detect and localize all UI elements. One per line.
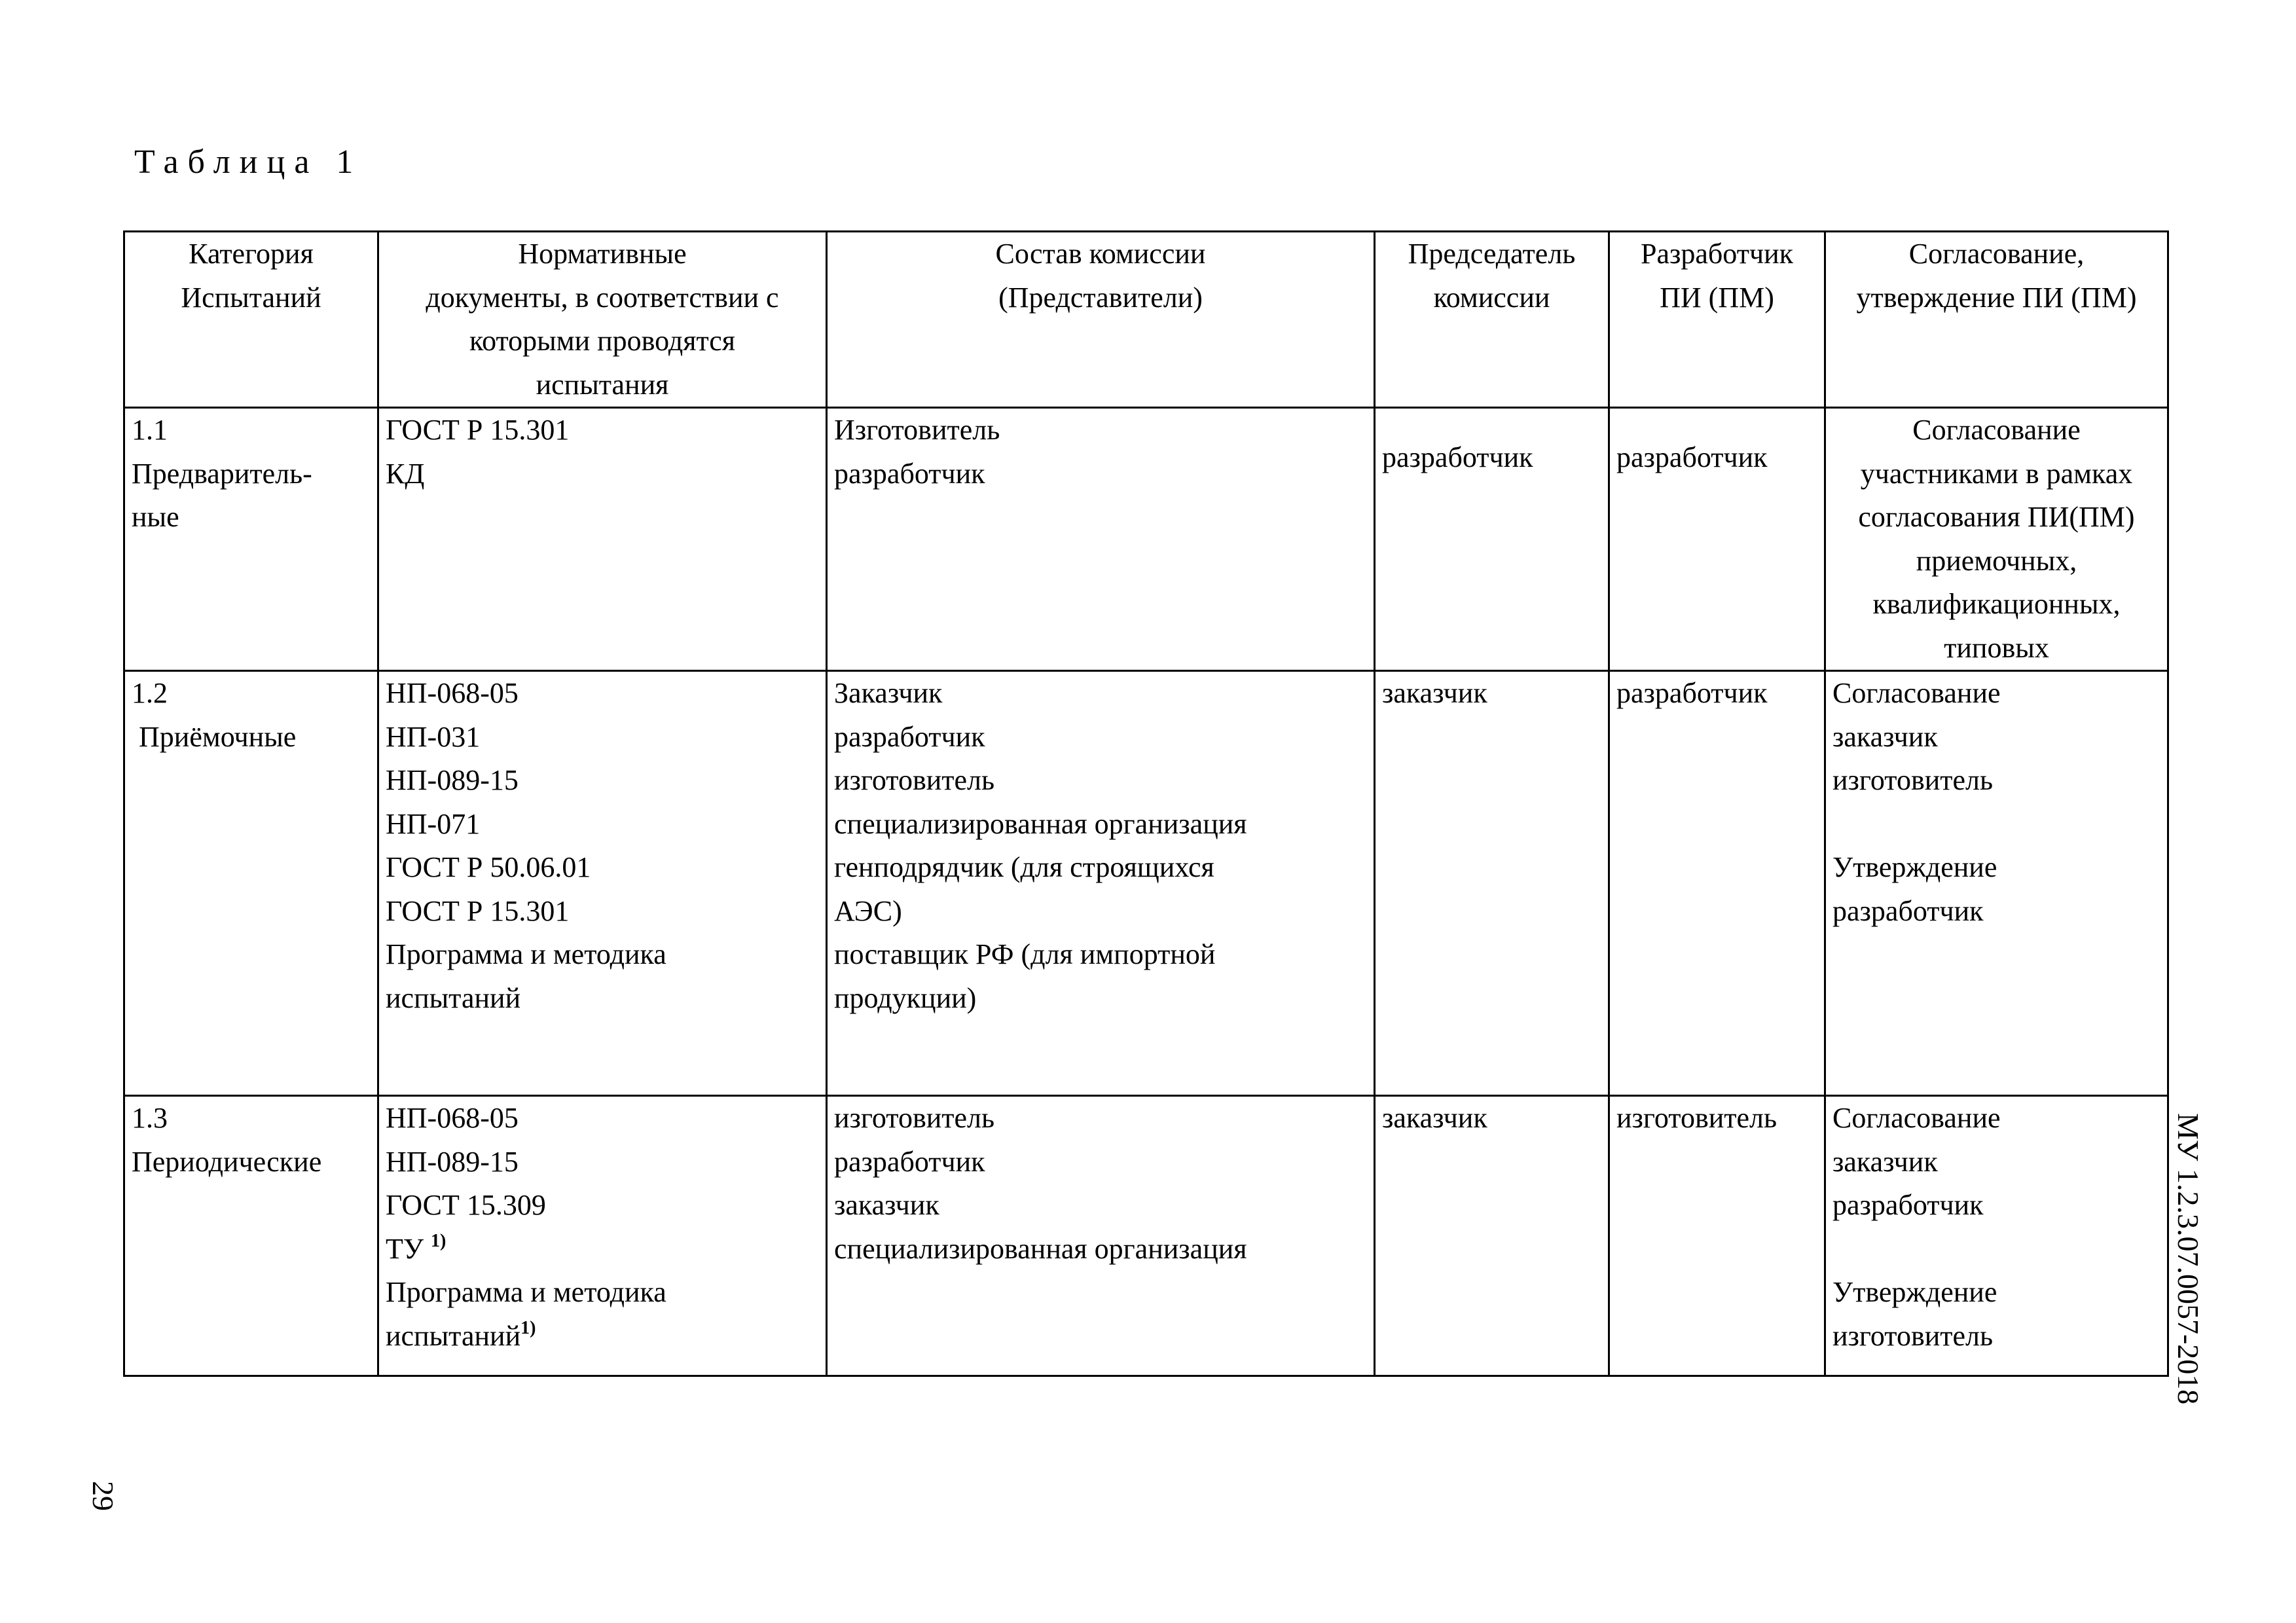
header-developer: Разработчик ПИ (ПМ) [1609,232,1825,408]
tests-table [123,230,2169,1377]
table-row [124,408,2168,671]
header-approval: Согласование, утверждение ПИ (ПМ) [1825,232,2168,408]
header-chairman: Председатель комиссии [1375,232,1609,408]
header-commission: Состав комиссии (Представители) [827,232,1375,408]
cell-commission: Заказчик разработчик изготовитель специализированная организация генподрядчик (для строящихся АЭС) поставщик РФ (для импортной продукции) [827,671,1375,1096]
cell-category: 1.2 Приёмочные [124,671,378,1096]
cell-category: 1.1 Предваритель- ные [124,408,378,671]
cell-chairman: заказчик [1375,671,1609,1096]
footnote-mark: 1) [431,1230,446,1251]
methodology-line: испытаний$^{1)}$ [386,1317,536,1352]
cell-approval: Согласование заказчик изготовитель Утверждение разработчик [1825,671,2168,1096]
header-documents: Нормативные документы, в соответствии с которыми проводятся испытания [378,232,827,408]
cell-documents: НП-068-05 НП-089-15 ГОСТ 15.309 ТУ $^{1)}$ Программа и методика испытаний$^{1)}$ [378,1096,827,1376]
table-caption: Таблица 1 [134,143,363,181]
cell-developer: разработчик [1609,408,1825,671]
cell-approval: Согласование участниками в рамках согласования ПИ(ПМ) приемочных, квалификационных, типовых [1825,408,2168,671]
tu-line: ТУ $^{1)}$ [386,1230,446,1265]
table-header-row [124,232,2168,408]
cell-commission: изготовитель разработчик заказчик специализированная организация [827,1096,1375,1376]
cell-chairman: заказчик [1375,1096,1609,1376]
cell-chairman: разработчик [1375,408,1609,671]
page-number: 29 [86,1481,120,1511]
footnote-mark: 1) [520,1317,536,1338]
cell-documents: НП-068-05 НП-031 НП-089-15 НП-071 ГОСТ Р 50.06.01 ГОСТ Р 15.301 Программа и методика испытаний [378,671,827,1096]
cell-commission: Изготовитель разработчик [827,408,1375,671]
cell-category: 1.3 Периодические [124,1096,378,1376]
document-code: МУ 1.2.3.07.0057-2018 [2172,1113,2205,1405]
header-category: Категория Испытаний [124,232,378,408]
cell-approval: Согласование заказчик разработчик Утверждение изготовитель [1825,1096,2168,1376]
table-row [124,671,2168,1096]
cell-documents: ГОСТ Р 15.301 КД [378,408,827,671]
cell-developer: изготовитель [1609,1096,1825,1376]
cell-developer: разработчик [1609,671,1825,1096]
table-row [124,1096,2168,1376]
